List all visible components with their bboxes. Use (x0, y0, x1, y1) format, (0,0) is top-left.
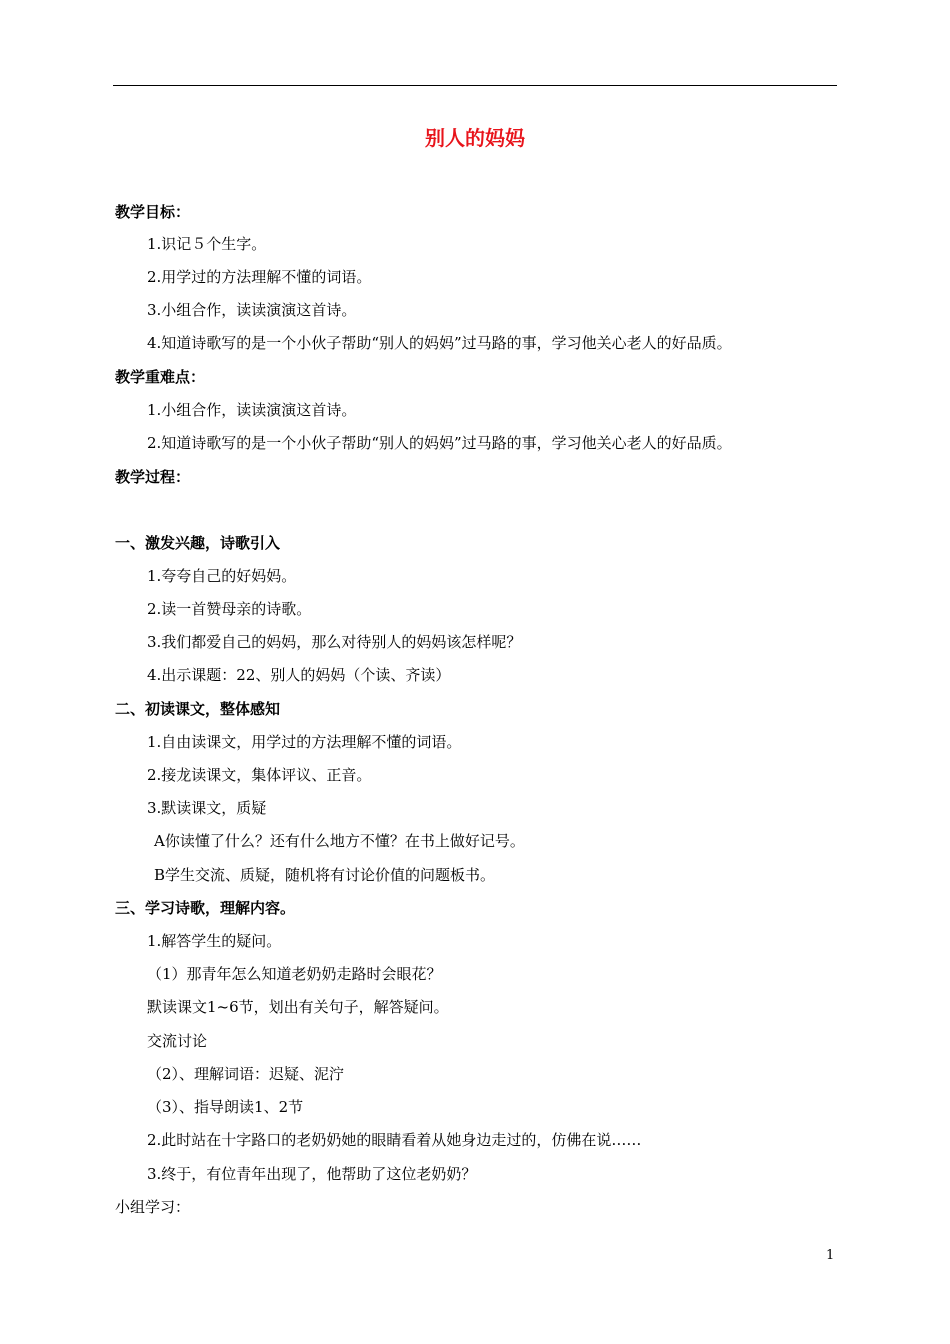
text-line: 默读课文1~6节，划出有关句子，解答疑问。 (147, 998, 449, 1016)
text-line: 1.夸夸自己的好妈妈。 (147, 567, 297, 585)
page-number: 1 (826, 1248, 835, 1263)
text-line: 1.自由读课文，用学过的方法理解不懂的词语。 (147, 733, 462, 751)
text-line: （1）那青年怎么知道老奶奶走路时会眼花？ (147, 965, 442, 983)
text-line: 3.默读课文，质疑 (147, 799, 267, 817)
text-line: 3.小组合作，读读演演这首诗。 (147, 301, 357, 319)
section-heading: 二、初读课文，整体感知 (115, 700, 281, 718)
section-heading: 教学目标： (115, 203, 191, 221)
text-line: 2.知道诗歌写的是一个小伙子帮助“别人的妈妈”过马路的事，学习他关心老人的好品质。 (147, 434, 732, 452)
text-line: 1.小组合作，读读演演这首诗。 (147, 401, 357, 419)
section-heading: 教学重难点： (115, 368, 206, 386)
text-line: 小组学习： (115, 1198, 191, 1216)
text-line: 1.识记５个生字。 (147, 235, 267, 253)
text-line: 2.此时站在十字路口的老奶奶她的眼睛看着从她身边走过的，仿佛在说…… (147, 1131, 642, 1149)
text-line: 1.解答学生的疑问。 (147, 932, 282, 950)
text-line: 交流讨论 (147, 1032, 208, 1050)
text-line: 3.终于，有位青年出现了，他帮助了这位老奶奶？ (147, 1165, 477, 1183)
text-line: （2）、理解词语：迟疑、泥泞 (147, 1065, 345, 1083)
document-title: 别人的妈妈 (425, 126, 525, 150)
header-rule (113, 85, 837, 86)
text-line: B学生交流、质疑，随机将有讨论价值的问题板书。 (154, 866, 496, 884)
section-heading: 一、激发兴趣，诗歌引入 (115, 534, 281, 552)
text-line: 3.我们都爱自己的妈妈，那么对待别人的妈妈该怎样呢？ (147, 633, 522, 651)
section-heading: 三、学习诗歌，理解内容。 (115, 899, 296, 917)
text-line: 4.出示课题：22、别人的妈妈（个读、齐读） (147, 666, 451, 684)
text-line: 2.用学过的方法理解不懂的词语。 (147, 268, 372, 286)
text-line: 2.读一首赞母亲的诗歌。 (147, 600, 312, 618)
text-line: A你读懂了什么？还有什么地方不懂？在书上做好记号。 (154, 832, 525, 850)
text-line: 2.接龙读课文，集体评议、正音。 (147, 766, 372, 784)
text-line: （3）、指导朗读1、2节 (147, 1098, 304, 1116)
text-line: 4.知道诗歌写的是一个小伙子帮助“别人的妈妈”过马路的事，学习他关心老人的好品质。 (147, 334, 732, 352)
section-heading: 教学过程： (115, 468, 191, 486)
